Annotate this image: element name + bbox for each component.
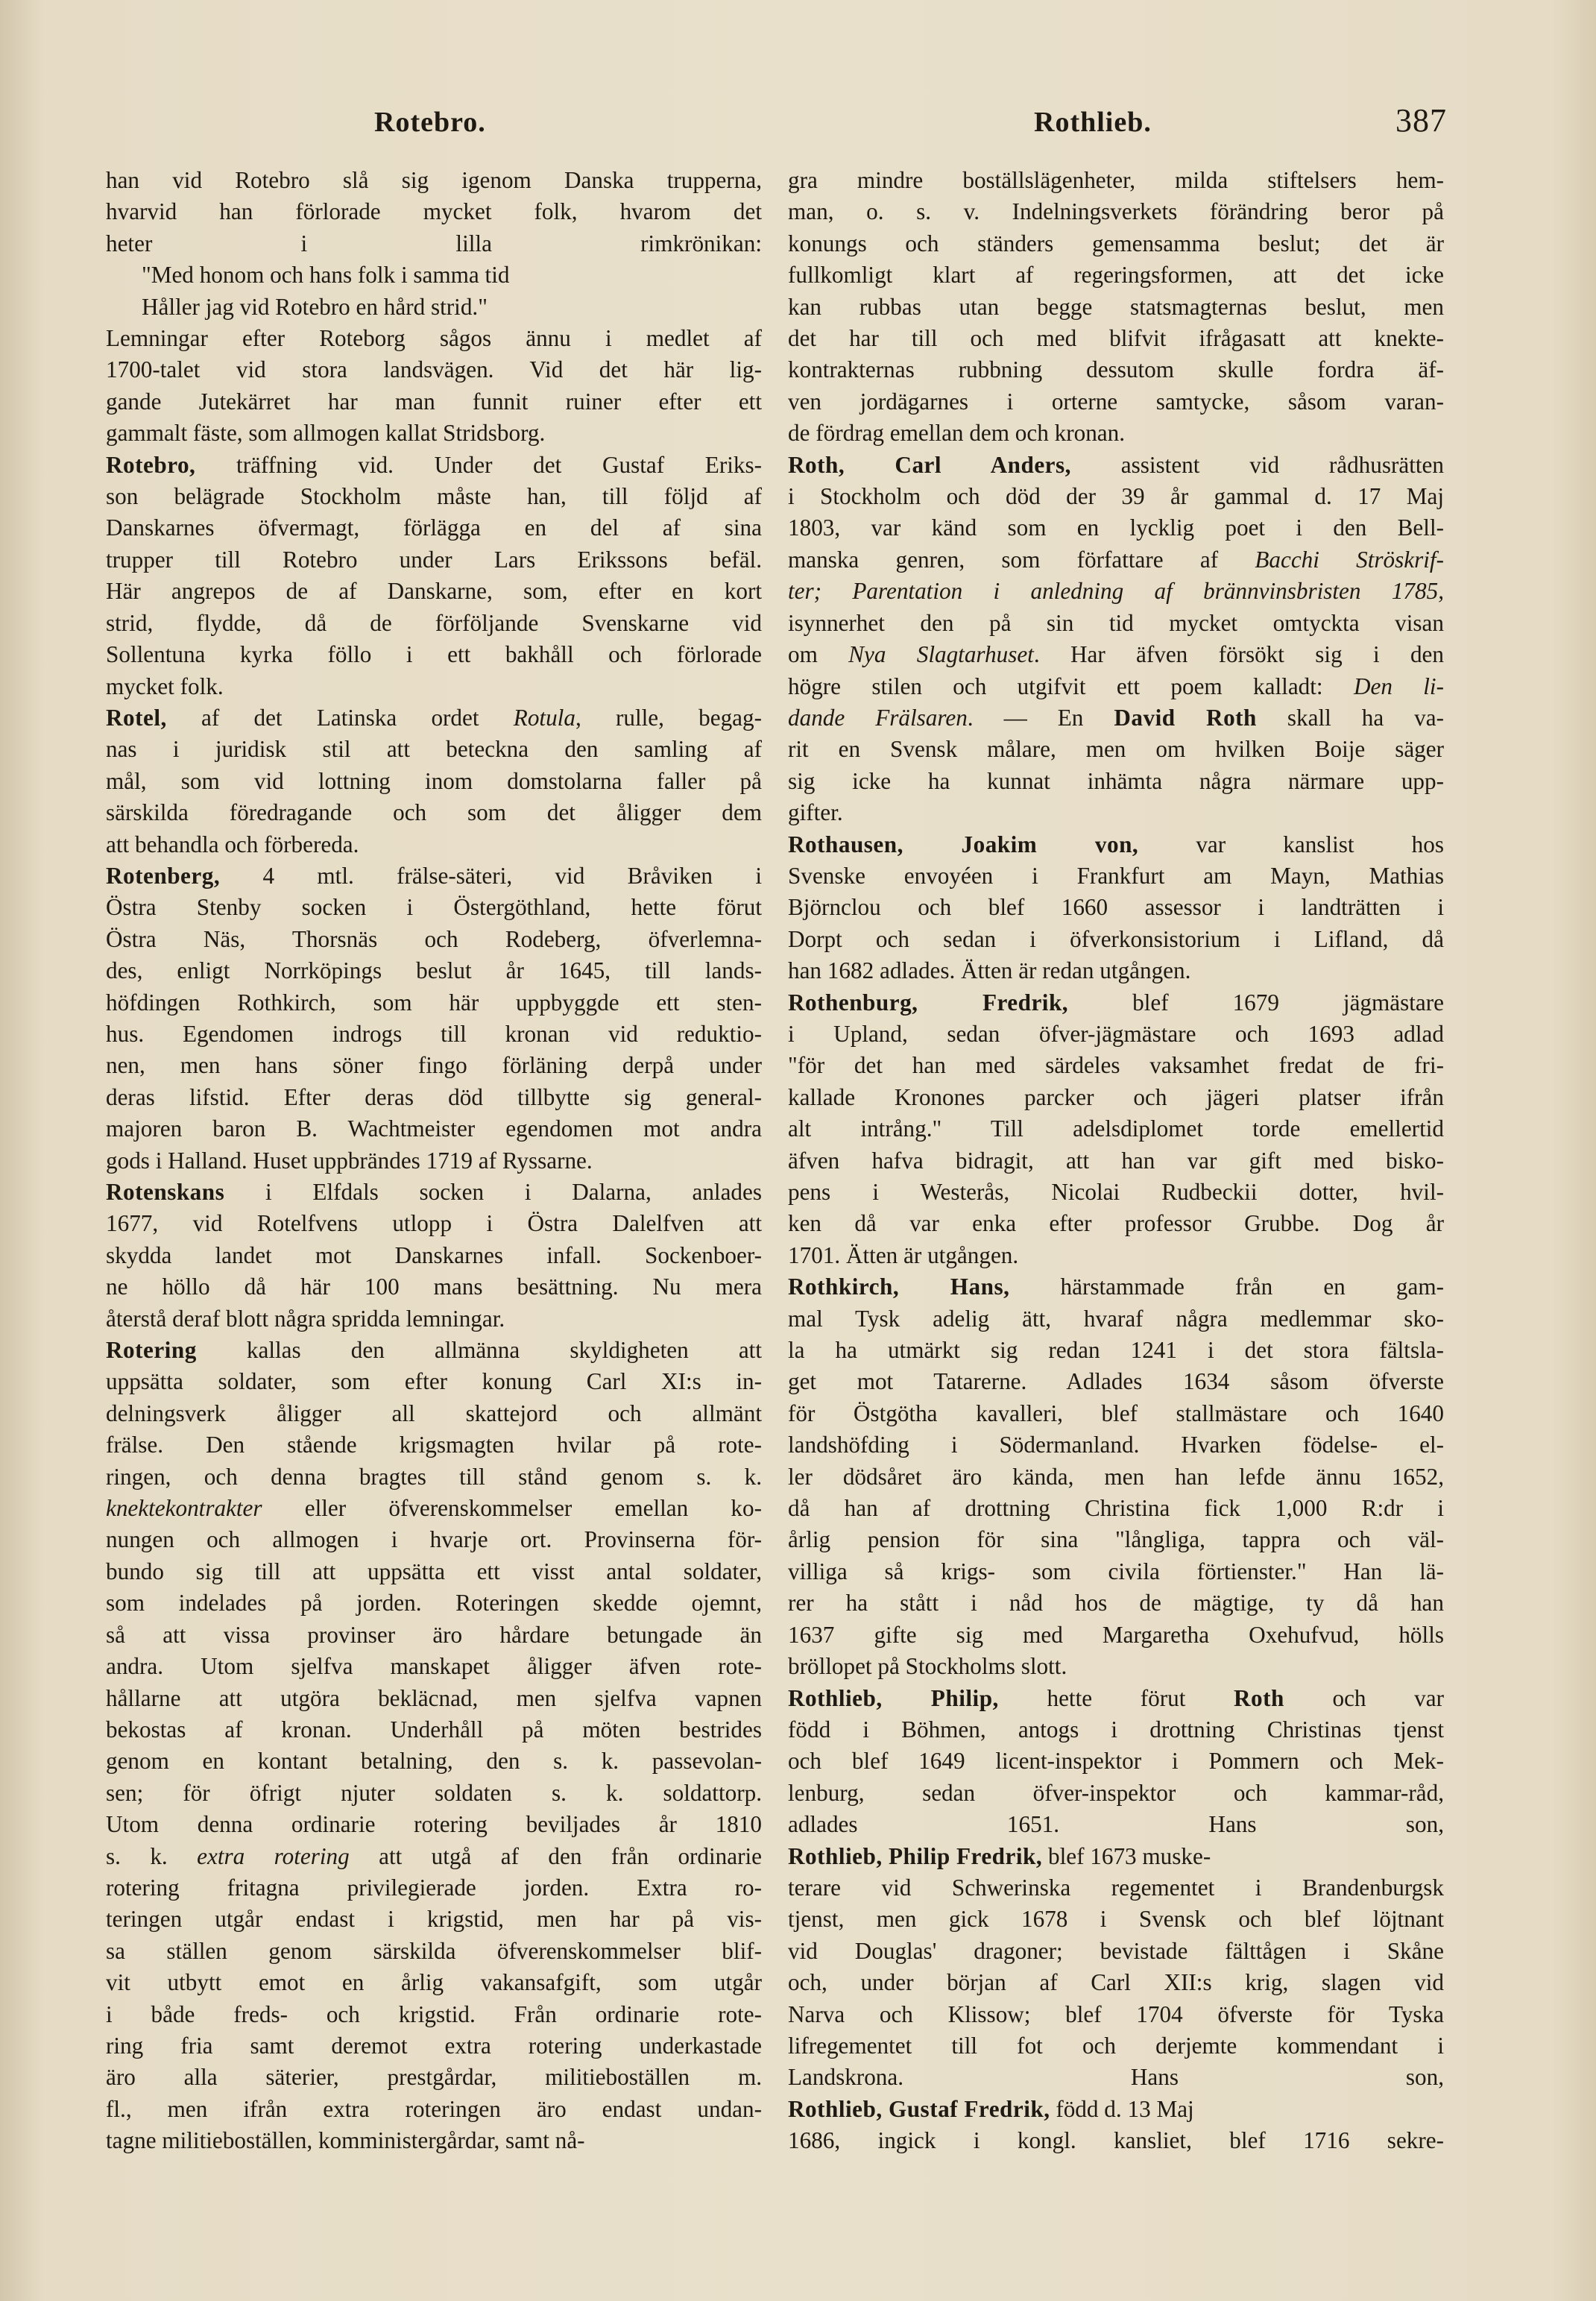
text-line [106, 1587, 762, 1619]
body-text: "för det han med särdeles vaksamhet fredat de fri- [788, 1052, 1444, 1079]
body-text: vid Douglas' dragoner; bevistade fälttågen i Skåne [788, 1937, 1444, 1964]
body-text: Östra Näs, Thorsnäs och Rodeberg, öfverlemna- [106, 925, 762, 952]
text-line [788, 608, 1444, 639]
body-text: kallade Kronones parcker och jägeri platser ifrån [788, 1083, 1444, 1110]
text-line [788, 1208, 1444, 1239]
text-line [106, 418, 762, 449]
italic-text: extra rotering [197, 1842, 350, 1869]
text-line [788, 292, 1444, 323]
body-text: mål, som vid lottning inom domstolarna faller på [106, 767, 762, 794]
body-text: hvarvid han förlorade mycket folk, hvarom det [106, 198, 762, 225]
body-text: des, enligt Norrköpings beslut år 1645, till lands- [106, 957, 762, 984]
text-line [788, 892, 1444, 923]
text-line [106, 544, 762, 576]
body-text: nas i juridisk stil att beteckna den samling af [106, 736, 762, 763]
body-text: landshöfding i Södermanland. Hvarken födelse- el- [788, 1432, 1444, 1458]
body-text: skydda landet mot Danskarnes infall. Sockenboer- [106, 1241, 762, 1268]
body-text: gammalt fäste, som allmogen kallat Stridsborg. [106, 420, 546, 447]
body-text: 1637 gifte sig med Margaretha Oxehufvud, hölls [788, 1621, 1444, 1648]
text-line [788, 734, 1444, 765]
text-line [788, 1967, 1444, 1998]
text-line [106, 1493, 762, 1524]
entry-headword: Rotel, [106, 704, 167, 731]
body-text: hette förut [998, 1684, 1234, 1711]
body-text: återstå deraf blott några spridda lemningar. [106, 1305, 505, 1332]
text-line [106, 165, 762, 196]
body-text: bundo sig till att uppsätta ett visst antal soldater, [106, 1558, 762, 1584]
text-line [106, 860, 762, 892]
entry-headword: Roth, Carl Anders, [788, 451, 1071, 478]
running-header-right: Rothlieb. [1034, 107, 1152, 138]
body-text: Björnclou och blef 1660 assessor i landträtten i [788, 894, 1444, 921]
text-line [788, 323, 1444, 354]
text-line [106, 292, 762, 323]
body-text: bekostas af kronan. Underhåll på möten bestrides [106, 1716, 762, 1743]
text-line [106, 1967, 762, 1998]
text-line [106, 924, 762, 955]
body-text: Östra Stenby socken i Östergöthland, hette förut [106, 894, 762, 921]
text-line [106, 1177, 762, 1208]
italic-text: dande Frälsaren [788, 704, 968, 731]
body-text: fullkomligt klart af regeringsformen, att det icke [788, 262, 1444, 289]
body-text: ringen, och denna bragtes till stånd genom s. k. [106, 1463, 762, 1490]
right-text-column [788, 165, 1444, 2157]
text-line [788, 2062, 1444, 2093]
text-line [788, 797, 1444, 828]
text-line [106, 386, 762, 418]
body-text: andra. Utom sjelfva manskapet åligger äfven rote- [106, 1653, 762, 1680]
body-text: man, o. s. v. Indelningsverkets förändring beror på [788, 198, 1444, 225]
body-text: Lemningar efter Roteborg sågos ännu i medlet af [106, 325, 762, 352]
body-text: ven jordägarnes i orterne samtycke, såsom varan- [788, 388, 1444, 415]
text-line [106, 1398, 762, 1429]
entry-headword: Rotenberg, [106, 862, 221, 889]
body-text: hus. Egendomen indrogs till kronan vid reduktio- [106, 1020, 762, 1047]
entry-headword: Rothlieb, Gustaf Fredrik, [788, 2095, 1050, 2122]
running-header-left: Rotebro. [374, 107, 486, 138]
text-line [106, 1082, 762, 1113]
text-line [106, 1683, 762, 1714]
body-text: tagne militieboställen, komministergårdar, samt nå- [106, 2127, 585, 2154]
text-line [788, 228, 1444, 259]
text-line [106, 734, 762, 765]
text-line [788, 2094, 1444, 2125]
body-text: nungen och allmogen i hvarje ort. Provinserna för- [106, 1526, 762, 1553]
text-line [788, 512, 1444, 544]
text-line [106, 259, 762, 291]
text-line [106, 766, 762, 797]
body-text: han vid Rotebro slå sig igenom Danska trupperna, [106, 167, 762, 193]
body-text: konungs och ständers gemensamma beslut; det är [788, 230, 1444, 256]
body-text: teringen utgår endast i krigstid, men har på vis- [106, 1906, 762, 1933]
body-text: uppsätta soldater, som efter konung Carl XI:s in- [106, 1368, 762, 1395]
entry-headword: Rothausen, Joakim von, [788, 831, 1139, 857]
text-line [106, 1303, 762, 1335]
body-text: trupper till Rotebro under Lars Erikssons befäl. [106, 546, 762, 573]
body-text: sen; för öfrigt njuter soldaten s. k. soldattorp. [106, 1779, 762, 1806]
text-line [106, 1999, 762, 2030]
text-line [788, 1841, 1444, 1872]
text-line [788, 671, 1444, 702]
body-text: s. k. [106, 1842, 198, 1869]
text-line [788, 259, 1444, 291]
body-text: Narva och Klissow; blef 1704 öfverste för Tyska [788, 2001, 1444, 2027]
body-text: Håller jag vid Rotebro en hård strid." [142, 293, 488, 320]
text-line [788, 955, 1444, 986]
body-text: Dorpt och sedan i öfverkonsistorium i Lifland, då [788, 925, 1444, 952]
text-line [106, 1904, 762, 1935]
body-text: och var [1284, 1684, 1444, 1711]
body-text: frälse. Den stående krigsmagten hvilar på rote- [106, 1432, 762, 1458]
text-line [106, 702, 762, 734]
body-text: mal Tysk adelig ätt, hvaraf några medlemmar sko- [788, 1305, 1444, 1332]
text-line [106, 1366, 762, 1397]
text-line [788, 1872, 1444, 1904]
body-text: var kanslist hos [1138, 831, 1444, 857]
body-text: höfdingen Rothkirch, som här uppbyggde ett sten- [106, 989, 762, 1016]
body-text: född i Böhmen, antogs i drottning Christinas tjenst [788, 1716, 1444, 1743]
body-text: eller öfverenskommelser emellan ko- [262, 1495, 762, 1522]
body-text: så att vissa provinser äro hårdare betungade än [106, 1621, 762, 1648]
body-text: genom en kontant betalning, den s. k. passevolan- [106, 1748, 762, 1775]
body-text: om [788, 641, 849, 668]
text-line [788, 1746, 1444, 1777]
body-text: af det Latinska ordet [166, 704, 514, 731]
entry-headword: Rothlieb, Philip Fredrik, [788, 1842, 1043, 1869]
body-text: härstammade från en gam- [1009, 1274, 1444, 1300]
text-line [106, 450, 762, 481]
body-text: träffning vid. Under det Gustaf Eriks- [195, 451, 762, 478]
text-line [106, 1145, 762, 1177]
text-line [106, 1429, 762, 1461]
body-text: ler dödsåret äro kända, men han lefde ännu 1652, [788, 1463, 1444, 1490]
body-text: get mot Tatarerne. Adlades 1634 såsom öfverste [788, 1368, 1444, 1395]
text-line [106, 1461, 762, 1493]
body-text: strid, flydde, då de förföljande Svenskarne vid [106, 609, 762, 636]
text-line [106, 481, 762, 512]
text-line [788, 1113, 1444, 1145]
text-line [788, 860, 1444, 892]
body-text: mycket folk. [106, 673, 224, 699]
text-line [788, 1429, 1444, 1461]
body-text: att utgå af den från ordinarie [349, 1842, 762, 1869]
text-line [106, 2030, 762, 2062]
text-line [788, 924, 1444, 955]
body-text: tjenst, men gick 1678 i Svensk och blef löjtnant [788, 1906, 1444, 1933]
body-text: gifter. [788, 799, 843, 826]
text-line [106, 892, 762, 923]
body-text: kallas den allmänna skyldigheten att [196, 1337, 762, 1364]
text-line [106, 1651, 762, 1682]
body-text: 1701. Ätten är utgången. [788, 1241, 1019, 1268]
entry-headword: Roth [1234, 1684, 1284, 1711]
text-line [106, 1619, 762, 1651]
text-line [788, 2125, 1444, 2156]
body-text: äfven hafva bidragit, att han var gift med bisko- [788, 1147, 1444, 1174]
text-line [788, 1050, 1444, 1081]
body-text: heter i lilla rimkrönikan: [106, 230, 762, 256]
entry-headword: Rotering [106, 1337, 197, 1364]
text-line [788, 2030, 1444, 2062]
text-line [106, 1714, 762, 1746]
italic-text: Nya Slagtarhuset [848, 641, 1034, 668]
body-text: 1677, vid Rotelfvens utlopp i Östra Dalelfven att [106, 1210, 762, 1237]
text-line [788, 1366, 1444, 1397]
italic-text: ter; Parentation i anledning af brännvinsbristen 1785, [788, 578, 1444, 605]
body-text: rer ha stått i nåd hos de mägtige, ty då han [788, 1590, 1444, 1617]
text-line [788, 1809, 1444, 1840]
entry-headword: David Roth [1114, 704, 1257, 731]
entry-headword: Rothlieb, Philip, [788, 1684, 999, 1711]
body-text: särskilda föredragande och som det åligger dem [106, 799, 762, 826]
text-line [106, 228, 762, 259]
body-text: pens i Westerås, Nicolai Rudbeckii dotter, hvil- [788, 1179, 1444, 1205]
body-text: född d. 13 Maj [1050, 2095, 1194, 2122]
text-line [106, 1841, 762, 1872]
italic-text: knektekontrakter [106, 1495, 262, 1522]
text-line [788, 1778, 1444, 1809]
body-text: sig icke ha kunnat inhämta några närmare upp- [788, 767, 1444, 794]
body-text: blef 1679 jägmästare [1068, 989, 1444, 1016]
body-text: i Upland, sedan öfver-jägmästare och 1693 adlad [788, 1020, 1444, 1047]
text-line [788, 354, 1444, 385]
text-line [788, 1461, 1444, 1493]
text-line [788, 1651, 1444, 1682]
text-line [788, 544, 1444, 576]
text-line [788, 1177, 1444, 1208]
text-line [788, 1240, 1444, 1271]
text-line [106, 1208, 762, 1239]
body-text: Danskarnes öfvermagt, förlägga en del af sina [106, 514, 762, 541]
text-line [106, 323, 762, 354]
entry-headword: Rotebro, [106, 451, 196, 478]
body-text: . Har äfven försökt sig i den [1033, 641, 1444, 668]
body-text: ne höllo då här 100 mans besättning. Nu mera [106, 1274, 762, 1300]
body-text: för Östgötha kavalleri, blef stallmästare och 1640 [788, 1400, 1444, 1426]
body-text: årlig pension för sina "långliga, tappra och väl- [788, 1526, 1444, 1553]
text-line [788, 481, 1444, 512]
text-line [788, 1619, 1444, 1651]
text-line [106, 1050, 762, 1081]
text-line [106, 1872, 762, 1904]
text-line [106, 512, 762, 544]
body-text: i både freds- och krigstid. Från ordinarie rote- [106, 2001, 762, 2027]
body-text: 4 mtl. frälse-säteri, vid Bråviken i [220, 862, 762, 889]
body-text: Utom denna ordinarie rotering beviljades år 1810 [106, 1811, 762, 1838]
body-text: , rulle, begag- [575, 704, 762, 731]
body-text: kan rubbas utan begge statsmagternas beslut, men [788, 293, 1444, 320]
text-line [106, 1524, 762, 1555]
text-line [788, 386, 1444, 418]
body-text: rit en Svensk målare, men om hvilken Boije säger [788, 736, 1444, 763]
body-text: la ha utmärkt sig redan 1241 i det stora fältsla- [788, 1337, 1444, 1364]
body-text: det har till och med blifvit ifrågasatt att knekte- [788, 325, 1444, 352]
text-line [788, 1335, 1444, 1366]
text-line [106, 1809, 762, 1840]
text-line [788, 1082, 1444, 1113]
body-text: 1700-talet vid stora landsvägen. Vid det här lig- [106, 356, 762, 383]
italic-text: Bacchi Ströskrif- [1255, 546, 1444, 573]
body-text: äro alla säterier, prestgårdar, militieboställen m. [106, 2064, 762, 2091]
text-line [106, 829, 762, 860]
body-text: skall ha va- [1256, 704, 1444, 731]
body-text: i Elfdals socken i Dalarna, anlades [224, 1179, 762, 1205]
body-text: vit utbytt emot en årlig vakansafgift, som utgår [106, 1969, 762, 1996]
text-line [788, 1587, 1444, 1619]
body-text: kontrakternas rubbning dessutom skulle fordra äf- [788, 356, 1444, 383]
italic-text: Den li- [1353, 673, 1444, 699]
body-text: . — En [967, 704, 1114, 731]
body-text: de fördrag emellan dem och kronan. [788, 420, 1126, 447]
text-line [788, 1271, 1444, 1303]
text-line [106, 1271, 762, 1303]
body-text: gande Jutekärret har man funnit ruiner efter ett [106, 388, 762, 415]
body-text: "Med honom och hans folk i samma tid [142, 262, 510, 289]
body-text: delningsverk åligger all skattejord och allmänt [106, 1400, 762, 1426]
page-number: 387 [1395, 102, 1447, 139]
body-text: högre stilen och utgifvit ett poem kalladt: [788, 673, 1354, 699]
body-text: Svenske envoyéen i Frankfurt am Mayn, Mathias [788, 862, 1444, 889]
body-text: gods i Halland. Huset uppbrändes 1719 af Ryssarne. [106, 1147, 593, 1174]
body-text: då han af drottning Christina fick 1,000 R:dr i [788, 1495, 1444, 1522]
text-line [106, 2062, 762, 2093]
text-line [106, 1556, 762, 1587]
text-line [788, 1936, 1444, 1967]
body-text: att behandla och förbereda. [106, 831, 359, 857]
text-line [788, 418, 1444, 449]
text-line [788, 1714, 1444, 1746]
body-text: och, under början af Carl XII:s krig, slagen vid [788, 1969, 1444, 1996]
text-line [788, 1524, 1444, 1555]
text-line [106, 1936, 762, 1967]
body-text: i Stockholm och död der 39 år gammal d. 17 Maj [788, 483, 1444, 510]
text-line [788, 576, 1444, 607]
text-line [788, 196, 1444, 227]
text-line [788, 1303, 1444, 1335]
text-line [106, 1335, 762, 1366]
body-text: nen, men hans söner fingo förläning derpå under [106, 1052, 762, 1079]
body-text: ring fria samt deremot extra rotering underkastade [106, 2032, 762, 2059]
italic-text: Rotula [513, 704, 575, 731]
body-text: hållarne att utgöra bekläcnad, men sjelfva vapnen [106, 1684, 762, 1711]
body-text: bröllopet på Stockholms slott. [788, 1653, 1067, 1680]
entry-headword: Rothkirch, Hans, [788, 1274, 1010, 1300]
entry-headword: Rothenburg, Fredrik, [788, 989, 1069, 1016]
body-text: gra mindre boställslägenheter, milda stiftelsers hem- [788, 167, 1444, 193]
body-text: Sollentuna kyrka föllo i ett bakhåll och förlorade [106, 641, 762, 668]
text-line [788, 766, 1444, 797]
body-text: och blef 1649 licent-inspektor i Pommern och Mek- [788, 1748, 1444, 1775]
left-text-column [106, 165, 762, 2157]
text-line [106, 1746, 762, 1777]
text-line [788, 702, 1444, 734]
text-line [788, 829, 1444, 860]
body-text: 1803, var känd som en lycklig poet i den Bell- [788, 514, 1444, 541]
body-text: Landskrona. Hans son, [788, 2064, 1444, 2091]
text-line [106, 639, 762, 670]
text-line [106, 797, 762, 828]
body-text: 1686, ingick i kongl. kansliet, blef 1716 sekre- [788, 2127, 1444, 2154]
body-text: manska genren, som författare af [788, 546, 1255, 573]
text-line [788, 165, 1444, 196]
text-line [106, 955, 762, 986]
body-text: lenburg, sedan öfver-inspektor och kammar-råd, [788, 1779, 1444, 1806]
text-line [788, 1398, 1444, 1429]
body-text: alt intrång." Till adelsdiplomet torde emellertid [788, 1115, 1444, 1142]
text-line [106, 1240, 762, 1271]
body-text: Här angrepos de af Danskarne, som, efter en kort [106, 578, 762, 605]
text-line [788, 1556, 1444, 1587]
text-line [106, 1019, 762, 1050]
text-line [106, 671, 762, 702]
body-text: majoren baron B. Wachtmeister egendomen mot andra [106, 1115, 762, 1142]
body-text: fl., men ifrån extra roteringen äro endast undan- [106, 2095, 762, 2122]
text-line [106, 576, 762, 607]
text-line [106, 196, 762, 227]
text-line [788, 1999, 1444, 2030]
body-text: villiga så krigs- som civila förtienster." Han lä- [788, 1558, 1444, 1584]
entry-headword: Rotenskans [106, 1179, 225, 1205]
text-line [788, 1683, 1444, 1714]
text-line [788, 450, 1444, 481]
text-line [788, 1145, 1444, 1177]
body-text: rotering fritagna privilegierade jorden. Extra ro- [106, 1874, 762, 1901]
text-line [788, 1904, 1444, 1935]
body-text: assistent vid rådhusrätten [1070, 451, 1444, 478]
body-text: ken då var enka efter professor Grubbe. Dog år [788, 1210, 1444, 1237]
body-text: blef 1673 muske- [1042, 1842, 1211, 1869]
body-text: deras lifstid. Efter deras död tillbytte sig general- [106, 1083, 762, 1110]
body-text: sa ställen genom särskilda öfverenskommelser blif- [106, 1937, 762, 1964]
body-text: lifregementet till fot och derjemte kommendant i [788, 2032, 1444, 2059]
body-text: isynnerhet den på sin tid mycket omtyckta visan [788, 609, 1444, 636]
body-text: terare vid Schwerinska regementet i Brandenburgsk [788, 1874, 1444, 1901]
text-line [106, 2125, 762, 2156]
text-line [106, 987, 762, 1019]
body-text: son belägrade Stockholm måste han, till följd af [106, 483, 762, 510]
text-line [106, 1778, 762, 1809]
text-line [106, 354, 762, 385]
text-line [106, 2094, 762, 2125]
text-line [788, 987, 1444, 1019]
body-text: adlades 1651. Hans son, [788, 1811, 1444, 1838]
text-line [788, 1019, 1444, 1050]
text-line [788, 1493, 1444, 1524]
text-line [106, 608, 762, 639]
text-line [106, 1113, 762, 1145]
body-text: som indelades på jorden. Roteringen skedde ojemnt, [106, 1590, 762, 1617]
text-line [788, 639, 1444, 670]
body-text: han 1682 adlades. Ätten är redan utgången. [788, 957, 1191, 984]
